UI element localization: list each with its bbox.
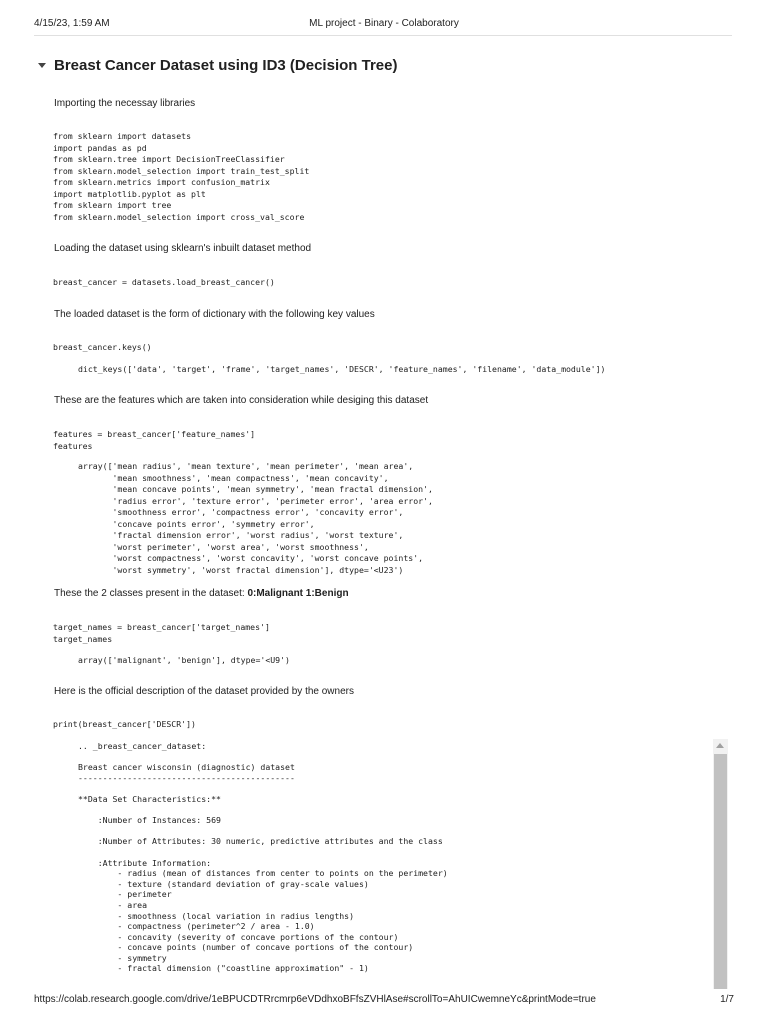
code-cell-targets[interactable]: target_names = breast_cancer['target_names'] target_names xyxy=(53,622,270,644)
output-targets: array(['malignant', 'benign'], dtype='<U9') xyxy=(78,655,290,665)
scroll-up-arrow-icon[interactable] xyxy=(716,743,724,748)
text-cell-loading: Loading the dataset using sklearn's inbuilt dataset method xyxy=(54,243,312,254)
code-cell-keys[interactable]: breast_cancer.keys() xyxy=(53,342,152,352)
print-datetime: 4/15/23, 1:59 AM xyxy=(34,18,110,29)
classes-bold: 0:Malignant 1:Benign xyxy=(247,588,349,599)
print-header xyxy=(0,0,768,36)
header-divider xyxy=(34,35,732,36)
text-cell-descr: Here is the official description of the dataset provided by the owners xyxy=(54,686,354,697)
code-cell-load[interactable]: breast_cancer = datasets.load_breast_cancer() xyxy=(53,277,275,287)
code-cell-imports[interactable]: from sklearn import datasets import pandas as pd from sklearn.tree import DecisionTreeClassifier from sklearn.model_selection import train_test_split from sklearn.metrics import confusion_matrix import matplotlib.pyplot as plt from sklearn import tree from sklearn.model_selection import cross_val_score xyxy=(53,131,310,222)
text-cell-features: These are the features which are taken into consideration while desiging this dataset xyxy=(54,395,429,406)
output-features: array(['mean radius', 'mean texture', 'mean perimeter', 'mean area', 'mean smoothness', 'mean compactness', 'mean concavity', 'mean concave points', 'mean symmetry', 'mean fractal dimension', 'radius error', 'texture error', 'perimeter error', 'area error', 'smoothness error', 'compactness error', 'concavity error', 'concave points error', 'symmetry error', 'fractal dimension error', 'worst radius', 'worst texture', 'worst perimeter', 'worst area', 'worst smoothness', 'worst compactness', 'worst concavity', 'worst concave points', 'worst symmetry', 'worst fractal dimension'], dtype='<U23') xyxy=(78,461,433,575)
code-cell-features[interactable]: features = breast_cancer['feature_names'] features xyxy=(53,429,256,451)
section-header xyxy=(38,54,397,76)
output-descr: .. _breast_cancer_dataset: Breast cancer wisconsin (diagnostic) dataset -------------------------------------------- **Data Set Characteristics:** :Number of Instances: 569 :Number of Attributes: 30 numeric, predictive attributes and the class :Attribute Information: - radius (mean of distances from center to points on the perimeter) - texture (standard deviation of gray-scale values) - perimeter - area - smoothness (local variation in radius lengths) - compactness (perimeter^2 / area - 1.0) - concavity (severity of concave portions of the contour) - concave points (number of concave portions of the contour) - symmetry - fractal dimension ("coastline approximation" - 1) xyxy=(78,741,448,974)
page-number: 1/7 xyxy=(720,994,734,1005)
collapse-caret-icon[interactable] xyxy=(38,63,46,68)
code-cell-print[interactable]: print(breast_cancer['DESCR']) xyxy=(53,719,196,729)
text-cell-dict: The loaded dataset is the form of dictionary with the following key values xyxy=(54,309,375,320)
print-footer xyxy=(0,993,768,1009)
output-scrollbar[interactable] xyxy=(713,739,728,989)
output-keys: dict_keys(['data', 'target', 'frame', 'target_names', 'DESCR', 'feature_names', 'filename', 'data_module']) xyxy=(78,364,606,374)
text-cell-imports: Importing the necessay libraries xyxy=(54,98,196,109)
scrollbar-thumb[interactable] xyxy=(714,754,727,989)
print-url: https://colab.research.google.com/drive/1eBPUCDTRrcmrp6eVDdhxoBFfsZVHlAse#scrollTo=AhUICwemneYc&printMode=true xyxy=(34,994,596,1005)
text-cell-classes xyxy=(54,588,349,599)
section-title: Breast Cancer Dataset using ID3 (Decision Tree) xyxy=(54,56,398,74)
classes-prefix: These the 2 classes present in the dataset: xyxy=(54,588,248,599)
print-page-title: ML project - Binary - Colaboratory xyxy=(309,18,459,29)
